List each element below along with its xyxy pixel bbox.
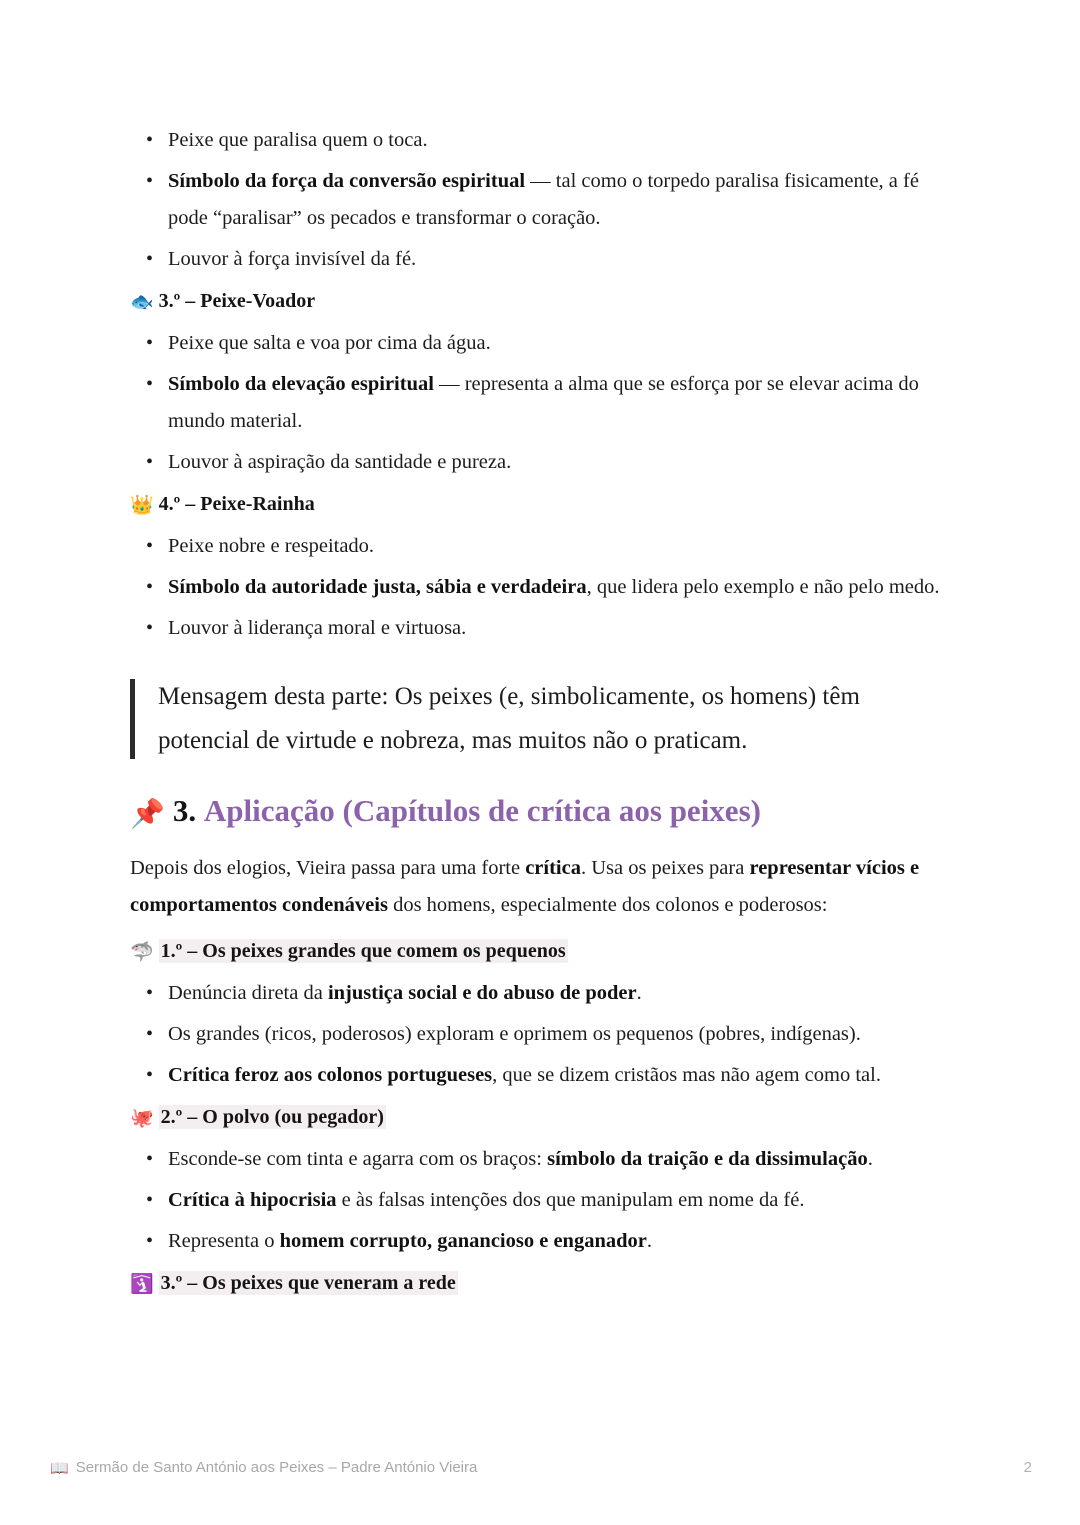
- bullet-list-polvo: [130, 1141, 950, 1260]
- list-item: [130, 1182, 950, 1219]
- intro-bold-a: crítica: [525, 857, 581, 879]
- sub-heading-label: 3.º – Os peixes que veneram a rede: [160, 1272, 456, 1294]
- list-item: [130, 122, 950, 159]
- list-item-text: Esconde-se com tinta e agarra com os braços:: [168, 1148, 548, 1170]
- shark-emoji: 🦈: [130, 941, 154, 963]
- list-item-bold: Símbolo da elevação espiritual: [168, 373, 434, 395]
- bullet-list-torpedo: [130, 122, 950, 278]
- sub-heading-peixe-rainha: [130, 487, 950, 522]
- list-item-bold: Crítica à hipocrisia: [168, 1189, 337, 1211]
- footer-left: [50, 1455, 477, 1481]
- intro-text-c: dos homens, especialmente dos colonos e poderosos:: [387, 894, 828, 916]
- bullet-list-peixe-rainha: [130, 528, 950, 647]
- list-item: [130, 325, 950, 362]
- list-item-text: Denúncia direta da: [168, 982, 328, 1004]
- list-item-bold: Crítica feroz aos colonos portugueses: [168, 1064, 493, 1086]
- intro-text-a: Depois dos elogios, Vieira passa para uma forte: [130, 857, 526, 879]
- page-number: 2: [1023, 1459, 1032, 1476]
- list-item-text: Peixe que salta e voa por cima da água.: [168, 332, 491, 354]
- list-item-text: , que se dizem cristãos mas não agem como tal.: [492, 1064, 881, 1086]
- page-footer: [50, 1455, 1032, 1481]
- list-item-text: Louvor à aspiração da santidade e pureza.: [168, 451, 512, 473]
- list-item: [130, 975, 950, 1012]
- list-item-text-post: .: [646, 1230, 652, 1252]
- place-of-worship-emoji: 🛐: [130, 1273, 154, 1295]
- list-item-text: , que lidera pelo exemplo e não pelo medo.: [586, 576, 940, 598]
- blockquote-text: Mensagem desta parte: Os peixes (e, simbolicamente, os homens) têm potencial de virtude e nobreza, mas muitos não o praticam.: [158, 683, 860, 754]
- page-content: [130, 122, 950, 1307]
- section-title: Aplicação (Capítulos de crítica aos peixes): [203, 793, 761, 828]
- list-item-text: e às falsas intenções dos que manipulam em nome da fé.: [336, 1189, 805, 1211]
- list-item-text-post: .: [867, 1148, 873, 1170]
- list-item-text: Louvor à força invisível da fé.: [168, 248, 417, 270]
- sub-heading-label: 2.º – O polvo (ou pegador): [160, 1106, 384, 1128]
- list-item-text-post: .: [636, 982, 642, 1004]
- bullet-list-peixes-grandes: [130, 975, 950, 1094]
- list-item-text: Peixe nobre e respeitado.: [168, 535, 375, 557]
- list-item-text: Os grandes (ricos, poderosos) exploram e oprimem os pequenos (pobres, indígenas).: [168, 1023, 861, 1045]
- sub-heading-polvo: [130, 1100, 950, 1135]
- intro-text-b: . Usa os peixes para: [580, 857, 750, 879]
- sub-heading-peixe-voador: [130, 284, 950, 319]
- crown-emoji: 👑: [130, 494, 154, 516]
- footer-title: Sermão de Santo António aos Peixes – Padre António Vieira: [75, 1459, 478, 1476]
- list-item-bold: homem corrupto, ganancioso e enganador: [279, 1230, 647, 1252]
- list-item: [130, 528, 950, 565]
- sub-heading-label: 4.º – Peixe-Rainha: [158, 493, 315, 515]
- list-item: [130, 610, 950, 647]
- sub-heading-label: 1.º – Os peixes grandes que comem os pequenos: [160, 940, 566, 962]
- pushpin-emoji: 📌: [130, 797, 165, 830]
- list-item: [130, 1057, 950, 1094]
- octopus-emoji: 🐙: [130, 1107, 154, 1129]
- list-item-text: Peixe que paralisa quem o toca.: [168, 129, 428, 151]
- fish-emoji: 🐟: [130, 291, 154, 313]
- list-item: [130, 366, 950, 440]
- list-item: [130, 569, 950, 606]
- list-item: [130, 1223, 950, 1260]
- intro-bold-b: representar vícios e comportamentos condenáveis: [130, 857, 920, 916]
- list-item-text: Louvor à liderança moral e virtuosa.: [168, 617, 467, 639]
- section-heading-aplicacao: [130, 789, 950, 836]
- list-item-bold: injustiça social e do abuso de poder: [327, 982, 637, 1004]
- sub-heading-peixes-grandes: [130, 934, 950, 969]
- list-item-bold: Símbolo da autoridade justa, sábia e verdadeira: [168, 576, 587, 598]
- intro-paragraph: [130, 850, 950, 924]
- section-number: 3.: [172, 793, 197, 828]
- list-item-bold: Símbolo da força da conversão espiritual: [168, 170, 526, 192]
- list-item: [130, 163, 950, 237]
- list-item-text: — tal como o torpedo paralisa fisicamente, a fé pode “paralisar” os pecados e transformar o coração.: [168, 170, 919, 229]
- list-item: [130, 241, 950, 278]
- list-item: [130, 1141, 950, 1178]
- list-item: [130, 1016, 950, 1053]
- list-item-text: Representa o: [168, 1230, 280, 1252]
- list-item-text: — representa a alma que se esforça por se elevar acima do mundo material.: [168, 373, 919, 432]
- blockquote-mensagem: [130, 675, 950, 763]
- sub-heading-label: 3.º – Peixe-Voador: [158, 290, 316, 312]
- list-item-bold: símbolo da traição e da dissimulação: [547, 1148, 868, 1170]
- sub-heading-veneram-rede: [130, 1266, 950, 1301]
- list-item: [130, 444, 950, 481]
- bullet-list-peixe-voador: [130, 325, 950, 481]
- book-icon: 📖: [50, 1459, 69, 1477]
